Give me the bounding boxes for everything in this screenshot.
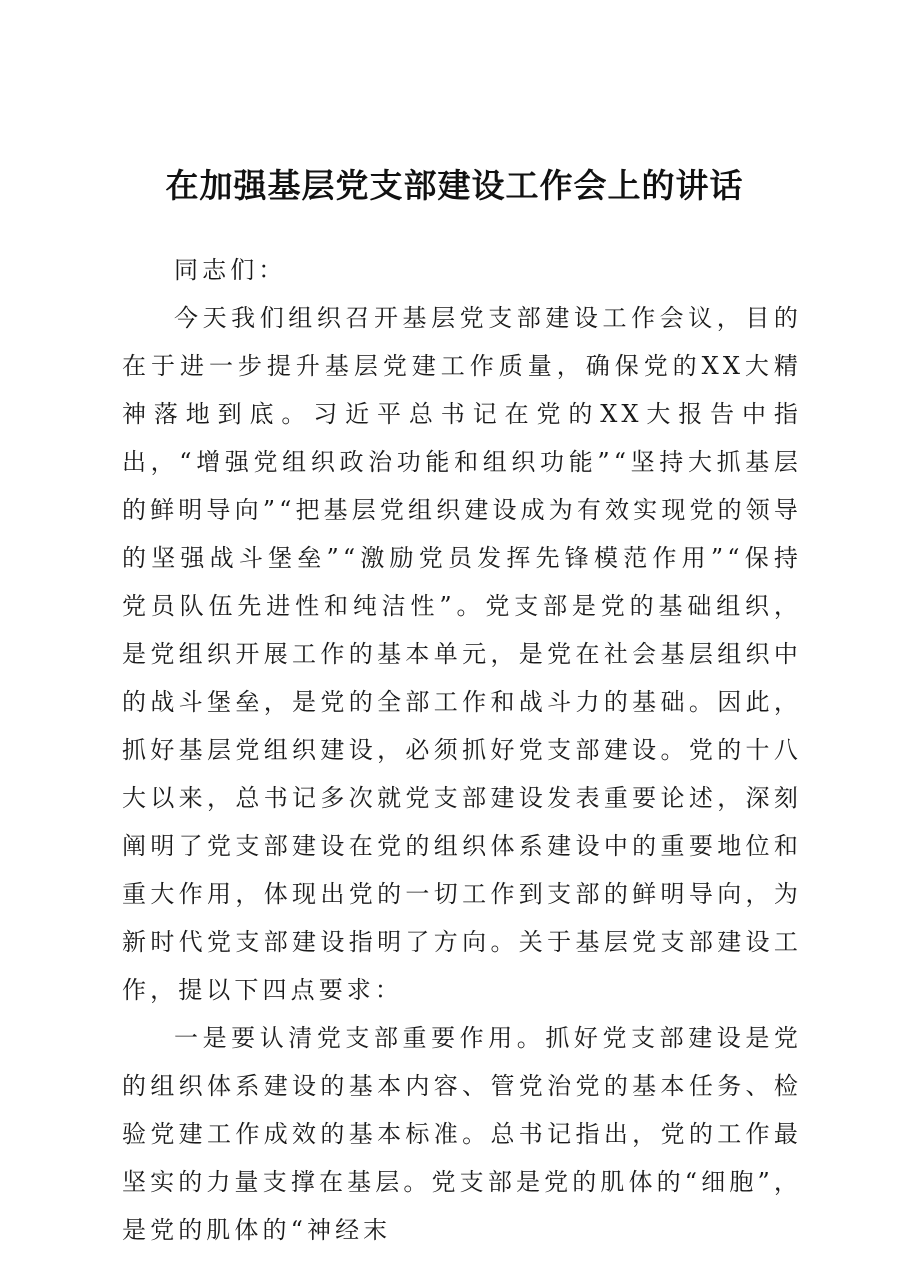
document-title: 在加强基层党支部建设工作会上的讲话 <box>165 166 744 205</box>
paragraph-1: 今天我们组织召开基层党支部建设工作会议，目的在于进一步提升基层党建工作质量，确保党的XX大精神落地到底。习近平总书记在党的XX大报告中指出，“增强党组织政治功能和组织功能”“坚持大抓基层的鲜明导向”“把基层党组织建设成为有效实现党的领导的坚强战斗堡垒”“激励党员发挥先锋模范作用”“保持党员队伍先进性和纯洁性”。党支部是党的基础组织，是党组织开展工作的基本单元，是党在社会基层组织中的战斗堡垒，是党的全部工作和战斗力的基础。因此，抓好基层党组织建设，必须抓好党支部建设。党的十八大以来，总书记多次就党支部建设发表重要论述，深刻阐明了党支部建设在党的组织体系建设中的重要地位和重大作用，体现出党的一切工作到支部的鲜明导向，为新时代党支部建设指明了方向。关于基层党支部建设工作，提以下四点要求： <box>122 304 802 1004</box>
document-body <box>122 246 802 1254</box>
paragraph-2: 一是要认清党支部重要作用。抓好党支部建设是党的组织体系建设的基本内容、管党治党的基本任务、检验党建工作成效的基本标准。总书记指出，党的工作最坚实的力量支撑在基层。党支部是党的肌体的“细胞”，是党的肌体的“神经末 <box>122 1024 802 1244</box>
salutation: 同志们： <box>174 256 287 284</box>
